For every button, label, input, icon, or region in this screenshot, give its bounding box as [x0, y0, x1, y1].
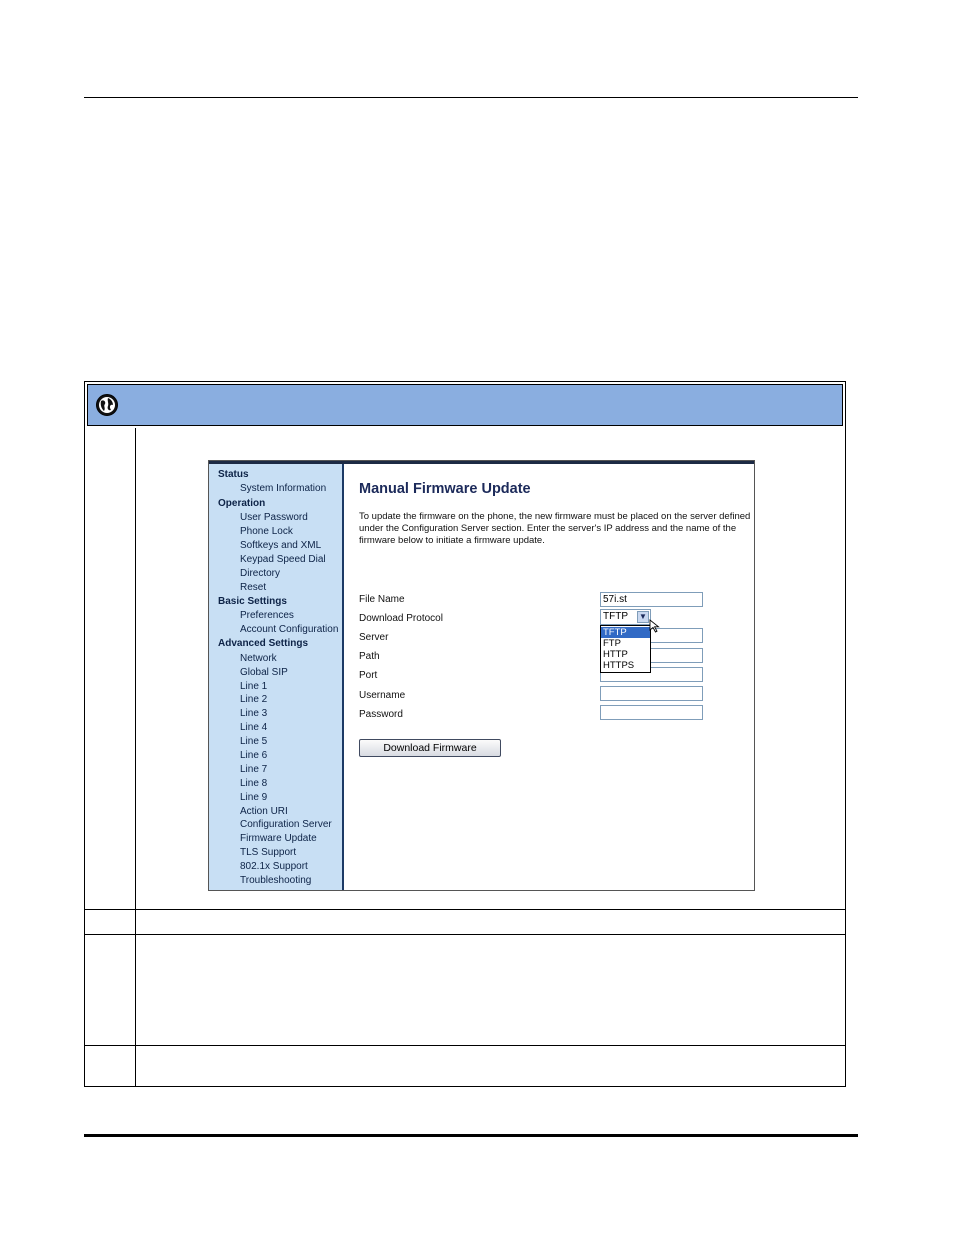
- sidebar-item-reset[interactable]: Reset: [240, 582, 267, 593]
- download-protocol-select[interactable]: [600, 609, 651, 625]
- sidebar-item-troubleshooting[interactable]: Troubleshooting: [240, 875, 312, 886]
- sidebar-item-keypad-speed-dial[interactable]: Keypad Speed Dial: [240, 554, 326, 565]
- sidebar-item-tls-support[interactable]: TLS Support: [240, 847, 297, 858]
- sidebar-item-network[interactable]: Network: [240, 653, 277, 664]
- sidebar-item-line-1[interactable]: Line 1: [240, 681, 268, 692]
- sidebar-item-preferences[interactable]: Preferences: [240, 610, 294, 621]
- intro-text: To update the firmware on the phone, the new firmware must be placed on the server defined under the Configuration Server section. Enter the server's IP address and the name of the firmware below to initiate a firmware update.: [359, 511, 751, 546]
- firmware-update-panel: [344, 464, 754, 890]
- web-ui-screenshot: [208, 460, 755, 891]
- password-label: Password: [359, 709, 403, 720]
- sidebar-item-account-configuration[interactable]: Account Configuration: [240, 624, 339, 635]
- protocol-option-tftp[interactable]: TFTP: [601, 627, 650, 638]
- sidebar-item-action-uri[interactable]: Action URI: [240, 806, 288, 817]
- bottom-rule: [84, 1134, 858, 1137]
- sidebar-item-line-3[interactable]: Line 3: [240, 708, 268, 719]
- sidebar-nav: [209, 464, 344, 890]
- server-label: Server: [359, 632, 389, 643]
- table-header-band: [87, 384, 843, 426]
- sidebar-group-operation[interactable]: Operation: [218, 498, 266, 509]
- chevron-down-icon[interactable]: ▼: [637, 611, 649, 623]
- sidebar-item-user-password[interactable]: User Password: [240, 512, 308, 523]
- download-protocol-dropdown: [600, 625, 651, 673]
- download-protocol-label: Download Protocol: [359, 613, 443, 624]
- sidebar-item-system-information[interactable]: System Information: [240, 483, 327, 494]
- sidebar-item-line-9[interactable]: Line 9: [240, 792, 268, 803]
- mouse-cursor-icon: [649, 619, 661, 633]
- sidebar-item-directory[interactable]: Directory: [240, 568, 281, 579]
- sidebar-item-line-6[interactable]: Line 6: [240, 750, 268, 761]
- page-title: Manual Firmware Update: [359, 481, 531, 497]
- sidebar-item-phone-lock[interactable]: Phone Lock: [240, 526, 293, 537]
- path-label: Path: [359, 651, 380, 662]
- sidebar-item-configuration-server[interactable]: Configuration Server: [240, 819, 332, 830]
- sidebar-item-line-8[interactable]: Line 8: [240, 778, 268, 789]
- download-firmware-button[interactable]: Download Firmware: [359, 739, 501, 757]
- sidebar-item-softkeys-and-xml[interactable]: Softkeys and XML: [240, 540, 322, 551]
- username-label: Username: [359, 690, 406, 701]
- sidebar-item-global-sip[interactable]: Global SIP: [240, 667, 288, 678]
- protocol-option-https[interactable]: HTTPS: [603, 660, 635, 671]
- protocol-option-http[interactable]: HTTP: [603, 649, 628, 660]
- sidebar-item-line-5[interactable]: Line 5: [240, 736, 268, 747]
- sidebar-item-firmware-update[interactable]: Firmware Update: [240, 833, 317, 844]
- sidebar-item-line-7[interactable]: Line 7: [240, 764, 268, 775]
- sidebar-item-line-2[interactable]: Line 2: [240, 694, 268, 705]
- globe-icon: [96, 394, 118, 416]
- password-input[interactable]: [600, 705, 703, 720]
- file-name-input[interactable]: 57i.st: [600, 592, 703, 607]
- top-rule: [84, 97, 858, 98]
- sidebar-item-line-4[interactable]: Line 4: [240, 722, 268, 733]
- username-input[interactable]: [600, 686, 703, 701]
- step-number-column-divider: [135, 428, 136, 1086]
- row-divider: [85, 1045, 845, 1046]
- download-protocol-selected-value: TFTP: [603, 611, 628, 622]
- sidebar-group-advanced-settings[interactable]: Advanced Settings: [218, 638, 309, 649]
- sidebar-item-8021x-support[interactable]: 802.1x Support: [240, 861, 308, 872]
- file-name-label: File Name: [359, 594, 405, 605]
- port-label: Port: [359, 670, 378, 681]
- sidebar-group-status[interactable]: Status: [218, 469, 249, 480]
- protocol-option-ftp[interactable]: FTP: [603, 638, 621, 649]
- row-divider: [85, 934, 845, 935]
- row-divider: [85, 909, 845, 910]
- sidebar-group-basic-settings[interactable]: Basic Settings: [218, 596, 287, 607]
